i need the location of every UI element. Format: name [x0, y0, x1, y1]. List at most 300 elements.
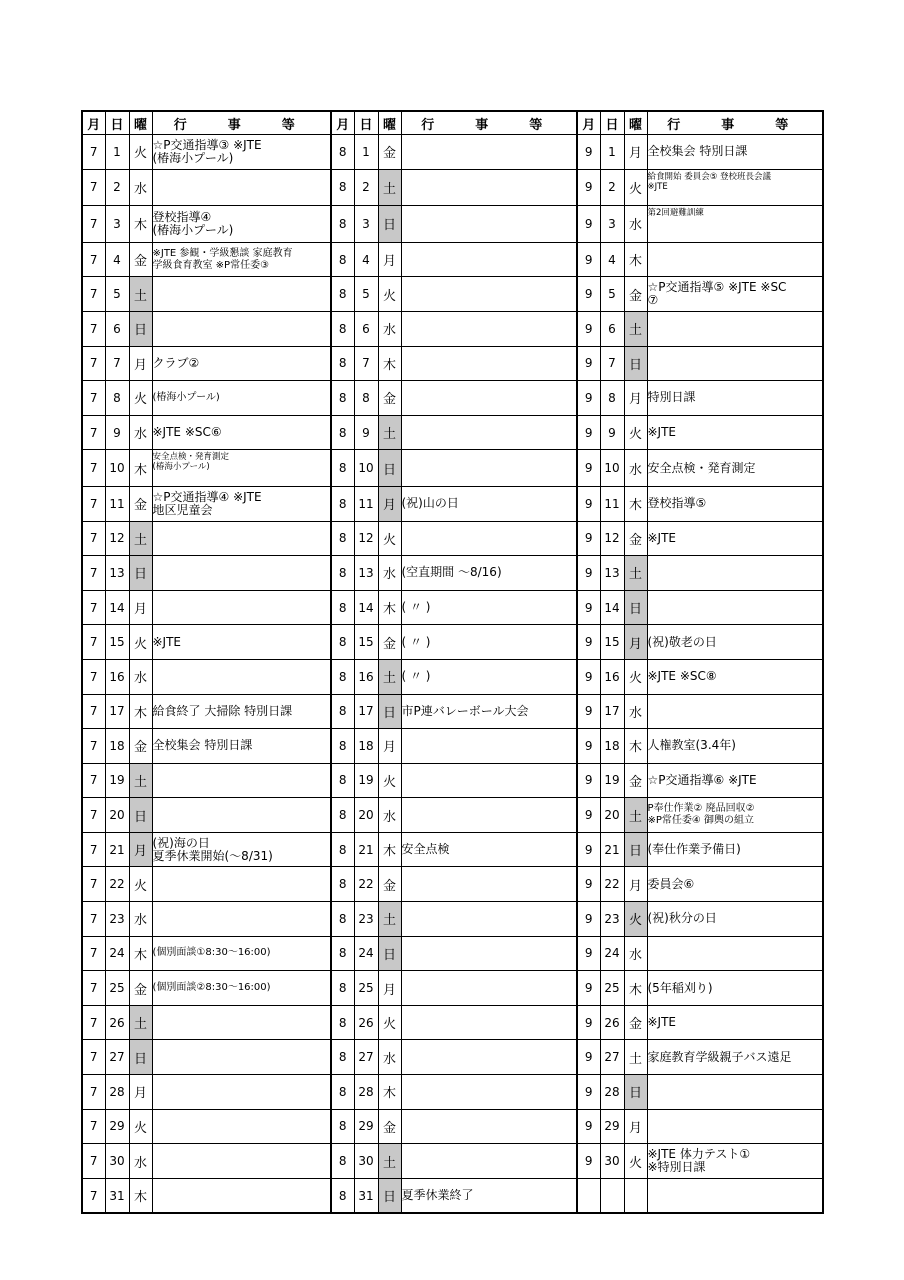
event-cell: 登校指導④ (椿海小プール)	[152, 206, 331, 243]
event-cell: 夏季休業終了	[401, 1178, 577, 1213]
month-cell: 9	[577, 556, 600, 591]
month-cell: 8	[331, 729, 354, 764]
day-cell: 5	[354, 277, 378, 312]
month-cell: 7	[82, 1109, 105, 1144]
weekday-cell: 月	[624, 625, 647, 660]
event-cell	[401, 521, 577, 556]
month-cell: 9	[577, 415, 600, 450]
table-row	[82, 1040, 823, 1075]
day-cell: 10	[354, 450, 378, 487]
day-cell: 15	[354, 625, 378, 660]
event-calendar-table	[81, 110, 824, 1214]
day-cell: 1	[600, 135, 624, 170]
weekday-cell: 土	[129, 763, 152, 798]
event-cell	[152, 521, 331, 556]
table-row	[82, 729, 823, 764]
event-cell: ( 〃 )	[401, 625, 577, 660]
weekday-cell: 日	[624, 346, 647, 381]
weekday-cell: 日	[378, 1178, 401, 1213]
day-cell: 12	[105, 521, 129, 556]
weekday-cell	[624, 1178, 647, 1213]
event-cell: クラブ②	[152, 346, 331, 381]
day-cell: 17	[600, 694, 624, 729]
event-cell	[152, 659, 331, 694]
month-cell: 9	[577, 521, 600, 556]
weekday-cell: 金	[129, 971, 152, 1006]
weekday-cell: 木	[624, 971, 647, 1006]
event-cell	[401, 206, 577, 243]
month-cell: 9	[577, 936, 600, 971]
weekday-cell: 木	[378, 1075, 401, 1110]
month-cell: 9	[577, 346, 600, 381]
day-cell: 25	[105, 971, 129, 1006]
month-cell: 7	[82, 902, 105, 937]
day-cell: 30	[105, 1144, 129, 1179]
day-cell: 20	[105, 798, 129, 833]
events-header: 行 事 等	[647, 111, 823, 135]
table-row	[82, 1178, 823, 1213]
weekday-cell: 水	[129, 659, 152, 694]
month-cell: 7	[82, 936, 105, 971]
day-cell: 8	[354, 381, 378, 416]
month-cell: 7	[82, 206, 105, 243]
day-cell: 19	[105, 763, 129, 798]
table-row	[82, 277, 823, 312]
table-row	[82, 486, 823, 521]
event-cell: (個別面談①8:30～16:00)	[152, 936, 331, 971]
month-cell: 8	[331, 832, 354, 867]
event-cell	[152, 556, 331, 591]
month-cell: 7	[82, 763, 105, 798]
weekday-cell: 金	[624, 1005, 647, 1040]
event-cell: 安全点検・発育測定	[647, 450, 823, 487]
day-cell: 29	[354, 1109, 378, 1144]
month-cell: 9	[577, 590, 600, 625]
weekday-cell: 月	[129, 346, 152, 381]
month-cell: 8	[331, 971, 354, 1006]
day-cell: 14	[600, 590, 624, 625]
event-cell	[401, 1005, 577, 1040]
table-row	[82, 1109, 823, 1144]
day-cell: 26	[354, 1005, 378, 1040]
event-cell: (空直期間 ～8/16)	[401, 556, 577, 591]
weekday-cell: 月	[624, 381, 647, 416]
weekday-cell: 土	[129, 1005, 152, 1040]
day-cell: 27	[105, 1040, 129, 1075]
day-cell: 21	[105, 832, 129, 867]
weekday-cell: 月	[378, 729, 401, 764]
event-cell	[152, 590, 331, 625]
weekday-cell: 水	[378, 798, 401, 833]
day-cell: 5	[600, 277, 624, 312]
event-cell: ☆P交通指導⑤ ※JTE ※SC ⑦	[647, 277, 823, 312]
day-cell: 23	[354, 902, 378, 937]
event-cell	[152, 1075, 331, 1110]
month-cell: 8	[331, 381, 354, 416]
day-cell: 26	[600, 1005, 624, 1040]
month-cell: 8	[331, 556, 354, 591]
month-cell: 9	[577, 311, 600, 346]
month-cell: 9	[577, 971, 600, 1006]
event-cell	[152, 902, 331, 937]
event-cell: 市P連バレーボール大会	[401, 694, 577, 729]
event-cell	[647, 346, 823, 381]
month-cell: 7	[82, 1075, 105, 1110]
event-cell	[401, 798, 577, 833]
month-cell: 7	[82, 1040, 105, 1075]
month-cell: 7	[82, 311, 105, 346]
weekday-cell: 月	[129, 832, 152, 867]
day-cell: 13	[600, 556, 624, 591]
event-cell	[401, 1075, 577, 1110]
month-cell: 7	[82, 135, 105, 170]
weekday-cell: 水	[378, 556, 401, 591]
weekday-cell: 日	[624, 832, 647, 867]
table-row	[82, 450, 823, 487]
month-cell: 9	[577, 832, 600, 867]
day-cell: 12	[600, 521, 624, 556]
event-cell	[401, 415, 577, 450]
month-cell: 8	[331, 206, 354, 243]
day-cell: 19	[354, 763, 378, 798]
day-cell: 27	[354, 1040, 378, 1075]
weekday-header: 曜	[129, 111, 152, 135]
month-cell: 7	[82, 798, 105, 833]
weekday-cell: 火	[129, 867, 152, 902]
month-header: 月	[577, 111, 600, 135]
month-cell	[577, 1178, 600, 1213]
event-cell	[401, 971, 577, 1006]
day-cell: 13	[105, 556, 129, 591]
month-cell: 9	[577, 798, 600, 833]
day-header: 日	[105, 111, 129, 135]
month-cell: 8	[331, 1005, 354, 1040]
table-row	[82, 206, 823, 243]
month-cell: 8	[331, 798, 354, 833]
header-row	[82, 111, 823, 135]
event-cell: ※JTE ※SC⑧	[647, 659, 823, 694]
event-cell	[401, 311, 577, 346]
weekday-cell: 土	[378, 415, 401, 450]
day-cell: 22	[354, 867, 378, 902]
weekday-cell: 月	[624, 867, 647, 902]
event-cell: ※JTE	[647, 1005, 823, 1040]
weekday-cell: 金	[129, 729, 152, 764]
day-cell: 28	[600, 1075, 624, 1110]
event-cell: (祝)海の日 夏季休業開始(～8/31)	[152, 832, 331, 867]
day-cell: 9	[354, 415, 378, 450]
day-cell: 20	[354, 798, 378, 833]
event-cell: ( 〃 )	[401, 659, 577, 694]
day-cell: 7	[105, 346, 129, 381]
table-row	[82, 1144, 823, 1179]
event-cell: ☆P交通指導③ ※JTE (椿海小プール)	[152, 135, 331, 170]
month-cell: 8	[331, 450, 354, 487]
day-cell: 10	[105, 450, 129, 487]
weekday-cell: 月	[624, 135, 647, 170]
weekday-cell: 日	[624, 590, 647, 625]
month-cell: 9	[577, 450, 600, 487]
weekday-cell: 金	[378, 1109, 401, 1144]
day-cell: 3	[354, 206, 378, 243]
weekday-cell: 月	[378, 971, 401, 1006]
weekday-cell: 月	[129, 590, 152, 625]
day-cell: 24	[105, 936, 129, 971]
event-cell	[401, 277, 577, 312]
weekday-cell: 土	[129, 277, 152, 312]
day-cell: 19	[600, 763, 624, 798]
event-cell: 特別日課	[647, 381, 823, 416]
weekday-cell: 水	[129, 169, 152, 206]
month-cell: 8	[331, 1040, 354, 1075]
event-cell	[647, 936, 823, 971]
event-cell: 給食開始 委員会⑤ 登校班長会議 ※JTE	[647, 169, 823, 206]
month-cell: 9	[577, 169, 600, 206]
weekday-cell: 火	[129, 625, 152, 660]
event-cell	[152, 1109, 331, 1144]
table-row	[82, 346, 823, 381]
day-cell: 8	[600, 381, 624, 416]
event-cell	[647, 242, 823, 277]
day-cell: 11	[600, 486, 624, 521]
month-cell: 7	[82, 242, 105, 277]
table-row	[82, 936, 823, 971]
table-row	[82, 169, 823, 206]
table-row	[82, 902, 823, 937]
event-cell	[152, 169, 331, 206]
weekday-cell: 木	[624, 242, 647, 277]
weekday-cell: 水	[624, 936, 647, 971]
day-cell: 23	[105, 902, 129, 937]
events-header: 行 事 等	[401, 111, 577, 135]
event-cell: ※JTE ※SC⑥	[152, 415, 331, 450]
weekday-cell: 金	[378, 625, 401, 660]
day-cell: 6	[354, 311, 378, 346]
weekday-cell: 金	[624, 763, 647, 798]
day-cell: 14	[105, 590, 129, 625]
weekday-cell: 木	[129, 206, 152, 243]
month-cell: 8	[331, 590, 354, 625]
weekday-cell: 金	[378, 867, 401, 902]
weekday-cell: 木	[624, 729, 647, 764]
month-cell: 8	[331, 346, 354, 381]
month-cell: 8	[331, 486, 354, 521]
weekday-cell: 土	[129, 521, 152, 556]
weekday-cell: 日	[378, 936, 401, 971]
event-cell: 人権教室(3.4年)	[647, 729, 823, 764]
month-cell: 7	[82, 169, 105, 206]
month-cell: 8	[331, 1144, 354, 1179]
weekday-cell: 火	[624, 169, 647, 206]
day-cell: 28	[105, 1075, 129, 1110]
event-cell	[152, 1005, 331, 1040]
month-cell: 9	[577, 659, 600, 694]
month-cell: 7	[82, 556, 105, 591]
weekday-cell: 金	[378, 135, 401, 170]
day-cell: 11	[354, 486, 378, 521]
weekday-cell: 火	[378, 521, 401, 556]
table-row	[82, 242, 823, 277]
weekday-cell: 火	[378, 763, 401, 798]
weekday-cell: 月	[378, 242, 401, 277]
day-cell: 26	[105, 1005, 129, 1040]
table-row	[82, 381, 823, 416]
weekday-cell: 木	[378, 346, 401, 381]
day-cell: 18	[600, 729, 624, 764]
weekday-cell: 木	[624, 486, 647, 521]
month-cell: 7	[82, 521, 105, 556]
month-header: 月	[331, 111, 354, 135]
weekday-cell: 火	[129, 135, 152, 170]
day-cell: 27	[600, 1040, 624, 1075]
day-cell: 17	[105, 694, 129, 729]
event-cell	[401, 346, 577, 381]
table-row	[82, 971, 823, 1006]
day-cell: 9	[105, 415, 129, 450]
day-cell: 2	[105, 169, 129, 206]
weekday-cell: 土	[378, 902, 401, 937]
weekday-cell: 金	[129, 486, 152, 521]
day-cell: 9	[600, 415, 624, 450]
event-cell: (椿海小プール)	[152, 381, 331, 416]
event-cell	[152, 867, 331, 902]
weekday-cell: 日	[129, 1040, 152, 1075]
month-cell: 9	[577, 902, 600, 937]
weekday-cell: 土	[624, 556, 647, 591]
day-header: 日	[600, 111, 624, 135]
weekday-cell: 土	[378, 169, 401, 206]
day-cell: 16	[105, 659, 129, 694]
weekday-cell: 木	[129, 936, 152, 971]
month-cell: 8	[331, 763, 354, 798]
day-cell: 3	[600, 206, 624, 243]
weekday-cell: 土	[378, 1144, 401, 1179]
month-cell: 7	[82, 1144, 105, 1179]
event-cell: 安全点検	[401, 832, 577, 867]
day-cell: 29	[105, 1109, 129, 1144]
event-cell	[647, 311, 823, 346]
month-cell: 7	[82, 346, 105, 381]
weekday-cell: 月	[129, 1075, 152, 1110]
weekday-cell: 金	[378, 381, 401, 416]
event-cell: 全校集会 特別日課	[152, 729, 331, 764]
month-cell: 7	[82, 277, 105, 312]
event-cell	[647, 694, 823, 729]
day-cell: 22	[105, 867, 129, 902]
month-cell: 8	[331, 1075, 354, 1110]
weekday-cell: 土	[624, 311, 647, 346]
weekday-cell: 水	[129, 902, 152, 937]
month-cell: 8	[331, 1109, 354, 1144]
month-cell: 8	[331, 311, 354, 346]
table-row	[82, 1075, 823, 1110]
event-cell	[152, 1144, 331, 1179]
day-cell	[600, 1178, 624, 1213]
weekday-cell: 火	[624, 415, 647, 450]
month-cell: 9	[577, 486, 600, 521]
table-row	[82, 311, 823, 346]
month-cell: 9	[577, 206, 600, 243]
event-cell	[401, 135, 577, 170]
month-cell: 8	[331, 242, 354, 277]
event-cell	[152, 1178, 331, 1213]
month-header: 月	[82, 111, 105, 135]
month-cell: 7	[82, 486, 105, 521]
event-cell	[401, 867, 577, 902]
weekday-header: 曜	[624, 111, 647, 135]
day-cell: 25	[600, 971, 624, 1006]
day-cell: 18	[105, 729, 129, 764]
event-cell	[401, 169, 577, 206]
calendar-body	[82, 135, 823, 1214]
event-cell: 登校指導⑤	[647, 486, 823, 521]
event-cell: 家庭教育学級親子バス遠足	[647, 1040, 823, 1075]
event-cell: ※JTE	[152, 625, 331, 660]
month-cell: 8	[331, 867, 354, 902]
table-row	[82, 798, 823, 833]
event-cell	[647, 1178, 823, 1213]
day-cell: 30	[600, 1144, 624, 1179]
month-cell: 9	[577, 625, 600, 660]
event-cell: (祝)秋分の日	[647, 902, 823, 937]
weekday-cell: 木	[378, 832, 401, 867]
weekday-cell: 木	[129, 450, 152, 487]
day-header: 日	[354, 111, 378, 135]
month-cell: 9	[577, 381, 600, 416]
table-row	[82, 135, 823, 170]
weekday-cell: 木	[378, 590, 401, 625]
event-cell	[401, 242, 577, 277]
month-cell: 9	[577, 694, 600, 729]
month-cell: 9	[577, 1005, 600, 1040]
month-cell: 9	[577, 1075, 600, 1110]
event-cell: (祝)敬老の日	[647, 625, 823, 660]
day-cell: 22	[600, 867, 624, 902]
day-cell: 1	[354, 135, 378, 170]
weekday-cell: 月	[624, 1109, 647, 1144]
day-cell: 16	[354, 659, 378, 694]
month-cell: 8	[331, 169, 354, 206]
event-cell: 第2回避難訓練	[647, 206, 823, 243]
month-cell: 7	[82, 1178, 105, 1213]
month-cell: 8	[331, 415, 354, 450]
month-cell: 7	[82, 415, 105, 450]
weekday-cell: 水	[129, 415, 152, 450]
month-cell: 7	[82, 729, 105, 764]
event-cell: P奉仕作業② 廃品回収② ※P常任委④ 御輿の組立	[647, 798, 823, 833]
month-cell: 8	[331, 521, 354, 556]
day-cell: 20	[600, 798, 624, 833]
day-cell: 2	[600, 169, 624, 206]
weekday-cell: 火	[129, 381, 152, 416]
event-cell	[152, 1040, 331, 1075]
event-cell: (奉仕作業予備日)	[647, 832, 823, 867]
month-cell: 7	[82, 832, 105, 867]
month-cell: 9	[577, 729, 600, 764]
month-cell: 7	[82, 590, 105, 625]
weekday-cell: 月	[378, 486, 401, 521]
day-cell: 31	[354, 1178, 378, 1213]
table-row	[82, 694, 823, 729]
event-cell: ※JTE	[647, 521, 823, 556]
weekday-cell: 土	[378, 659, 401, 694]
event-cell	[647, 556, 823, 591]
day-cell: 6	[105, 311, 129, 346]
month-cell: 7	[82, 867, 105, 902]
day-cell: 7	[600, 346, 624, 381]
event-cell: ※JTE 参観・学級懇談 家庭教育 学級食育教室 ※P常任委③	[152, 242, 331, 277]
day-cell: 24	[600, 936, 624, 971]
